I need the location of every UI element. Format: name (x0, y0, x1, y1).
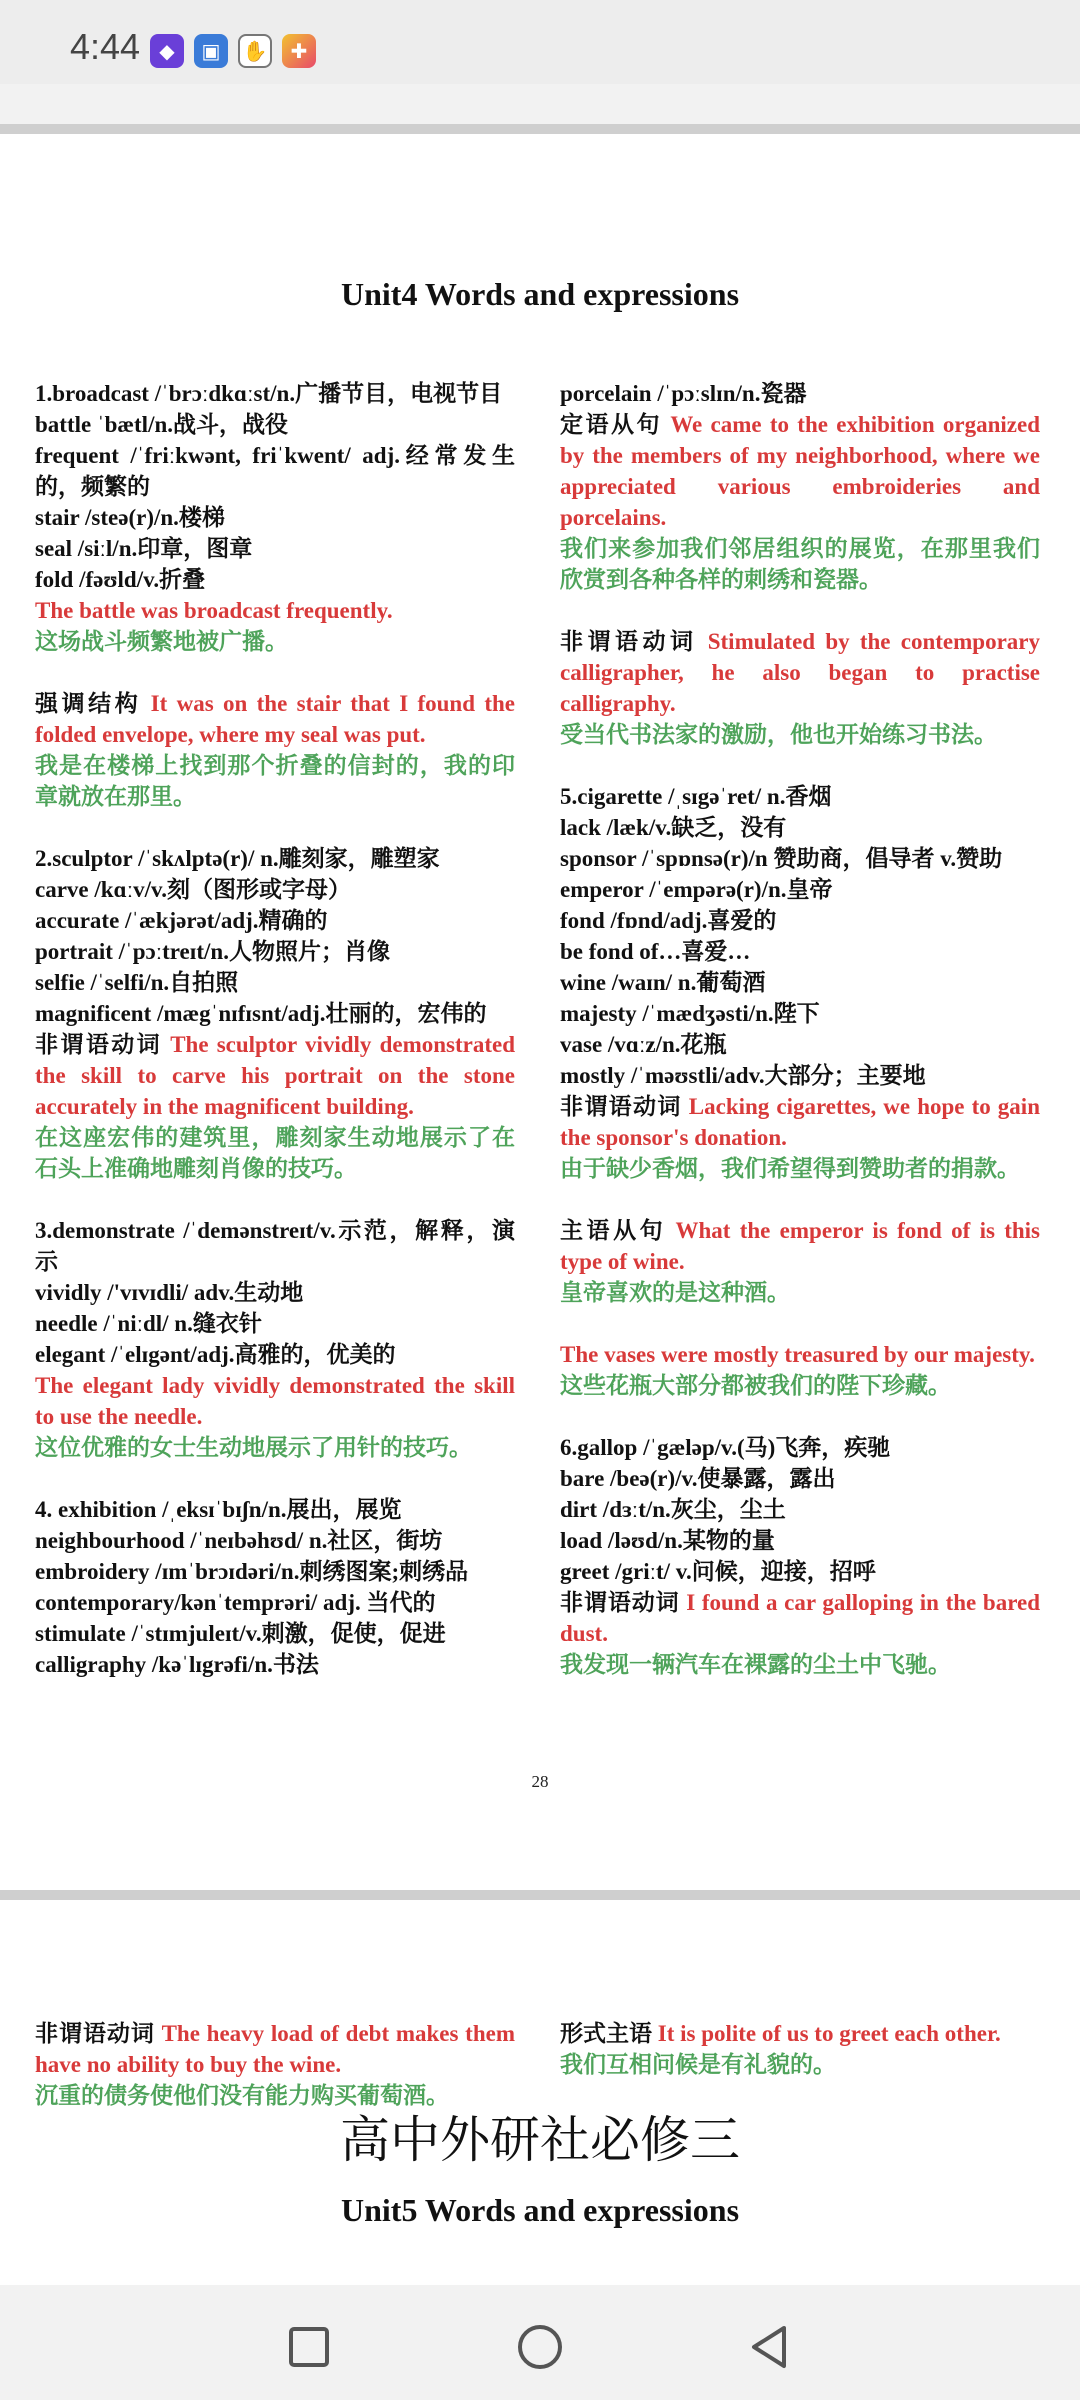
app-notification-icon: ◆ (150, 34, 184, 68)
spacer (35, 812, 515, 843)
example-sentence (560, 2018, 1040, 2049)
sentence-text: We came to the exhibition organized by the members of my neighborhood, where we appreciated various embroideries and porcelains. (560, 412, 1040, 530)
status-time: 4:44 (70, 26, 141, 67)
vocab-entry: emperor /ˈempərə(r)/n.皇帝 (560, 877, 833, 902)
translation: 沉重的债务使他们没有能力购买葡萄酒。 (35, 2083, 449, 2108)
page-number: 28 (531, 1772, 549, 1791)
translation: 我是在楼梯上找到那个折叠的信封的，我的印章就放在那里。 (35, 753, 515, 809)
grammar-label: 主语从句 (560, 1218, 676, 1243)
page-title: Unit4 Words and expressions (340, 276, 740, 312)
vocab-entry: dirt /dɜːt/n.灰尘，尘土 (560, 1497, 786, 1522)
translation: 受当代书法家的激励，他也开始练习书法。 (560, 722, 997, 747)
translation: 我们互相问候是有礼貌的。 (560, 2052, 836, 2077)
sentence-text: I found a car galloping in the bared dust. (560, 1590, 1041, 1646)
translation: 在这座宏伟的建筑里，雕刻家生动地展示了在石头上准确地雕刻肖像的技巧。 (35, 1125, 515, 1181)
vocab-entry: stimulate /ˈstɪmjuleɪt/v.刺激，促使，促进 (35, 1621, 446, 1646)
vocab-entry: 1.broadcast /ˈbrɔːdkɑːst/n.广播节目，电视节目 (35, 381, 503, 406)
vocab-entry: vividly /'vɪvɪdli/ adv.生动地 (35, 1280, 304, 1305)
translation: 皇帝喜欢的是这种酒。 (560, 1280, 790, 1305)
vocab-entry: magnificent /mægˈnɪfɪsnt/adj.壮丽的，宏伟的 (35, 1001, 487, 1026)
vocab-entry: fond /fɒnd/adj.喜爱的 (560, 908, 777, 933)
vocab-entry: 2.sculptor /ˈskʌlptə(r)/ n.雕刻家，雕塑家 (35, 846, 440, 871)
vocab-entry: be fond of…喜爱… (560, 939, 751, 964)
colorful-app-notification-icon: ✚ (282, 34, 316, 68)
grammar-label: 定语从句 (560, 412, 671, 437)
grammar-label: 非谓语动词 (35, 2021, 162, 2046)
vocab-entry: contemporary/kənˈtemprəri/ adj. 当代的 (35, 1590, 436, 1615)
vocab-entry: greet /griːt/ v.问候，迎接，招呼 (560, 1559, 876, 1584)
spacer (35, 1184, 515, 1215)
vocab-entry: fold /fəʊld/v.折叠 (35, 567, 206, 592)
right-column (560, 2018, 1040, 2080)
translation: 这位优雅的女士生动地展示了用针的技巧。 (35, 1435, 472, 1460)
sentence-text: Lacking cigarettes, we hope to gain the sponsor's donation. (560, 1094, 1040, 1150)
example-sentence (35, 688, 515, 750)
example-sentence (560, 626, 1040, 719)
shield-notification-icon: ▣ (194, 34, 228, 68)
spacer (560, 750, 1040, 781)
translation: 由于缺少香烟，我们希望得到赞助者的捐款。 (560, 1156, 1020, 1181)
vocab-entry: mostly /ˈməʊstli/adv.大部分；主要地 (560, 1063, 926, 1088)
vocab-entry: lack /læk/v.缺乏，没有 (560, 815, 787, 840)
vocab-entry: 5.cigarette /ˌsɪgəˈret/ n.香烟 (560, 784, 832, 809)
sentence-text: It is polite of us to greet each other. (657, 2021, 1001, 2046)
vocab-entry: frequent /ˈfriːkwənt, friˈkwent/ adj.经常发生的，频繁的 (35, 443, 515, 499)
vocab-entry: 6.gallop /ˈgæləp/v.(马)飞奔，疾驰 (560, 1435, 891, 1460)
left-column (35, 2018, 515, 2111)
vocab-entry: sponsor /ˈspɒnsə(r)/n 赞助商，倡导者 v.赞助 (560, 846, 1003, 871)
right-column (560, 378, 1040, 1680)
vocab-entry: carve /kɑːv/v.刻（图形或字母） (35, 877, 352, 902)
vocab-entry: 3.demonstrate /ˈdemənstreɪt/v.示范，解释，演示 (35, 1218, 515, 1274)
spacer (560, 1308, 1040, 1339)
spacer (560, 595, 1040, 626)
grammar-label: 强调结构 (35, 691, 151, 716)
spacer (35, 1463, 515, 1494)
page-divider (0, 124, 1080, 134)
sentence-text: It was on the stair that I found the folded envelope, where my seal was put. (35, 691, 516, 747)
sentence-text: The heavy load of debt makes them have no ability to buy the wine. (35, 2021, 515, 2077)
vocab-entry: majesty /ˈmædʒəsti/n.陛下 (560, 1001, 820, 1026)
translation: 我们来参加我们邻居组织的展览，在那里我们欣赏到各种各样的刺绣和瓷器。 (560, 536, 1040, 592)
recents-square-icon[interactable] (285, 2323, 333, 2371)
vocab-entry: wine /waɪn/ n.葡萄酒 (560, 970, 766, 995)
vocab-entry: selfie /ˈselfi/n.自拍照 (35, 970, 239, 995)
hand-notification-icon: ✋ (238, 34, 272, 68)
vocab-entry: 4. exhibition /ˌeksɪˈbɪʃn/n.展出，展览 (35, 1497, 402, 1522)
example-sentence (560, 409, 1040, 533)
vocab-entry: battle ˈbætl/n.战斗，战役 (35, 412, 288, 437)
vocab-entry: elegant /ˈelɪgənt/adj.高雅的，优美的 (35, 1342, 396, 1367)
vocab-entry: portrait /ˈpɔːtreɪt/n.人物照片；肖像 (35, 939, 390, 964)
unit5-title: Unit5 Words and expressions (340, 2192, 740, 2228)
navigation-bar (0, 2285, 1080, 2400)
vocab-entry: calligraphy /kəˈlɪgrəfi/n.书法 (35, 1652, 319, 1677)
grammar-label: 非谓语动词 (560, 1590, 687, 1615)
back-triangle-icon[interactable] (746, 2323, 794, 2371)
translation: 我发现一辆汽车在裸露的尘土中飞驰。 (560, 1652, 951, 1677)
sentence-text: What the emperor is fond of is this type of wine. (560, 1218, 1040, 1274)
document-page-1[interactable] (0, 134, 1080, 1890)
spacer (560, 1401, 1040, 1432)
translation: 这些花瓶大部分都被我们的陛下珍藏。 (560, 1373, 951, 1398)
vocab-entry: needle /ˈniːdl/ n.缝衣针 (35, 1311, 262, 1336)
grammar-label: 形式主语 (560, 2021, 658, 2046)
spacer (35, 657, 515, 688)
example-sentence (560, 1587, 1040, 1649)
example-sentence (560, 1215, 1040, 1277)
vocab-entry: seal /siːl/n.印章，图章 (35, 536, 253, 561)
vocab-entry: bare /beə(r)/v.使暴露，露出 (560, 1466, 836, 1491)
left-column (35, 378, 515, 1680)
example-sentence (35, 1029, 515, 1122)
book-title: 高中外研社必修三 (340, 2112, 740, 2168)
sentence-text: The sculptor vividly demonstrated the skill to carve his portrait on the stone accurately in the magnificent building. (35, 1032, 515, 1119)
vocab-entry: embroidery /ɪmˈbrɔɪdəri/n.刺绣图案;刺绣品 (35, 1559, 469, 1584)
vocab-entry: accurate /ˈækjərət/adj.精确的 (35, 908, 328, 933)
example-sentence: The vases were mostly treasured by our majesty. (560, 1342, 1035, 1367)
vocab-entry: load /ləʊd/n.某物的量 (560, 1528, 775, 1553)
spacer (560, 1184, 1040, 1215)
grammar-label: 非谓语动词 (560, 1094, 689, 1119)
home-circle-icon[interactable] (516, 2323, 564, 2371)
example-sentence: The elegant lady vividly demonstrated the skill to use the needle. (35, 1373, 515, 1429)
page-divider (0, 1890, 1080, 1900)
grammar-label: 非谓语动词 (560, 629, 708, 654)
example-sentence (35, 2018, 515, 2080)
status-bar (0, 0, 1080, 84)
example-sentence (560, 1091, 1040, 1153)
vocab-entry: porcelain /ˈpɔːslɪn/n.瓷器 (560, 381, 807, 406)
vocab-entry: neighbourhood /ˈneɪbəhʊd/ n.社区，街坊 (35, 1528, 443, 1553)
sentence-text: Stimulated by the contemporary calligrapher, he also began to practise calligraphy. (560, 629, 1041, 716)
vocab-entry: vase /vɑːz/n.花瓶 (560, 1032, 727, 1057)
grammar-label: 非谓语动词 (35, 1032, 171, 1057)
example-sentence: The battle was broadcast frequently. (35, 598, 393, 623)
translation: 这场战斗频繁地被广播。 (35, 629, 288, 654)
vocab-entry: stair /steə(r)/n.楼梯 (35, 505, 225, 530)
